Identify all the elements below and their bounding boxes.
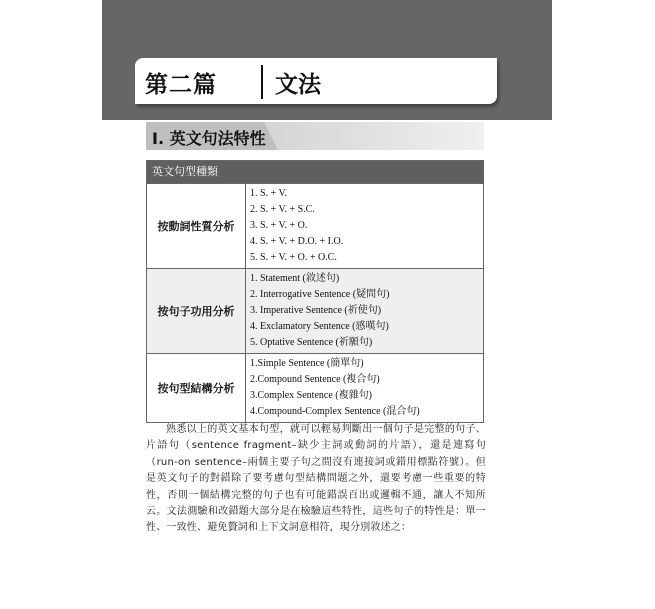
page bbox=[102, 0, 552, 609]
row-label: 按句子功用分析 bbox=[147, 269, 246, 353]
section-title: I. 英文句法特性 bbox=[152, 129, 266, 148]
list-item: 5. Optative Sentence (祈願句) bbox=[250, 337, 373, 348]
list-item: 3. S. + V. + O. bbox=[250, 220, 308, 231]
row-items bbox=[246, 184, 483, 268]
chapter-divider bbox=[261, 65, 263, 99]
chapter-number: 第二篇 bbox=[145, 72, 217, 98]
list-item: 2.Compound Sentence (複合句) bbox=[250, 374, 380, 385]
list-item: 4. Exclamatory Sentence (感嘆句) bbox=[250, 321, 389, 332]
section-heading bbox=[146, 122, 484, 150]
list-item: 4.Compound-Complex Sentence (混合句) bbox=[250, 406, 420, 417]
body-text bbox=[146, 422, 486, 537]
list-item: 5. S. + V. + O. + O.C. bbox=[250, 252, 337, 263]
table-header: 英文句型種類 bbox=[147, 161, 483, 183]
list-item: 3. Imperative Sentence (祈使句) bbox=[250, 305, 382, 316]
paragraph: 熟悉以上的英文基本句型，就可以輕易判斷出一個句子是完整的句子、片語句（sentence fragment–缺少主詞或動詞的片語），還是連寫句（run-on sentence–兩個主要子句之間沒有連接詞或錯用標點符號）。但是英文句子的對錯除了要考慮句型結構問題之外，還要考慮一些重要的特性，否則一個結構完整的句子也有可能錯誤百出或邏輯不通，讓人不知所云。文法測驗和改錯題大部分是在檢驗這些特性，這些句子的特性是：單一性、一致性、避免贅詞和上下文詞意相符，現分別敘述之： bbox=[146, 424, 486, 534]
table-row bbox=[147, 183, 483, 268]
chapter-title: 文法 bbox=[275, 72, 321, 98]
list-item: 2. S. + V. + S.C. bbox=[250, 204, 315, 215]
table-row bbox=[147, 268, 483, 353]
row-label: 按句型結構分析 bbox=[147, 354, 246, 422]
list-item: 1.Simple Sentence (簡單句) bbox=[250, 358, 364, 369]
list-item: 1. Statement (敘述句) bbox=[250, 273, 340, 284]
row-items bbox=[246, 269, 483, 353]
row-items bbox=[246, 354, 483, 422]
list-item: 4. S. + V. + D.O. + I.O. bbox=[250, 236, 344, 247]
list-item: 1. S. + V. bbox=[250, 188, 287, 199]
list-item: 3.Complex Sentence (複雜句) bbox=[250, 390, 372, 401]
list-item: 2. Interrogative Sentence (疑問句) bbox=[250, 289, 390, 300]
chapter-banner bbox=[102, 0, 552, 120]
sentence-type-table bbox=[146, 160, 484, 423]
table-row bbox=[147, 353, 483, 422]
chapter-title-card bbox=[135, 58, 497, 104]
row-label: 按動詞性質分析 bbox=[147, 184, 246, 268]
